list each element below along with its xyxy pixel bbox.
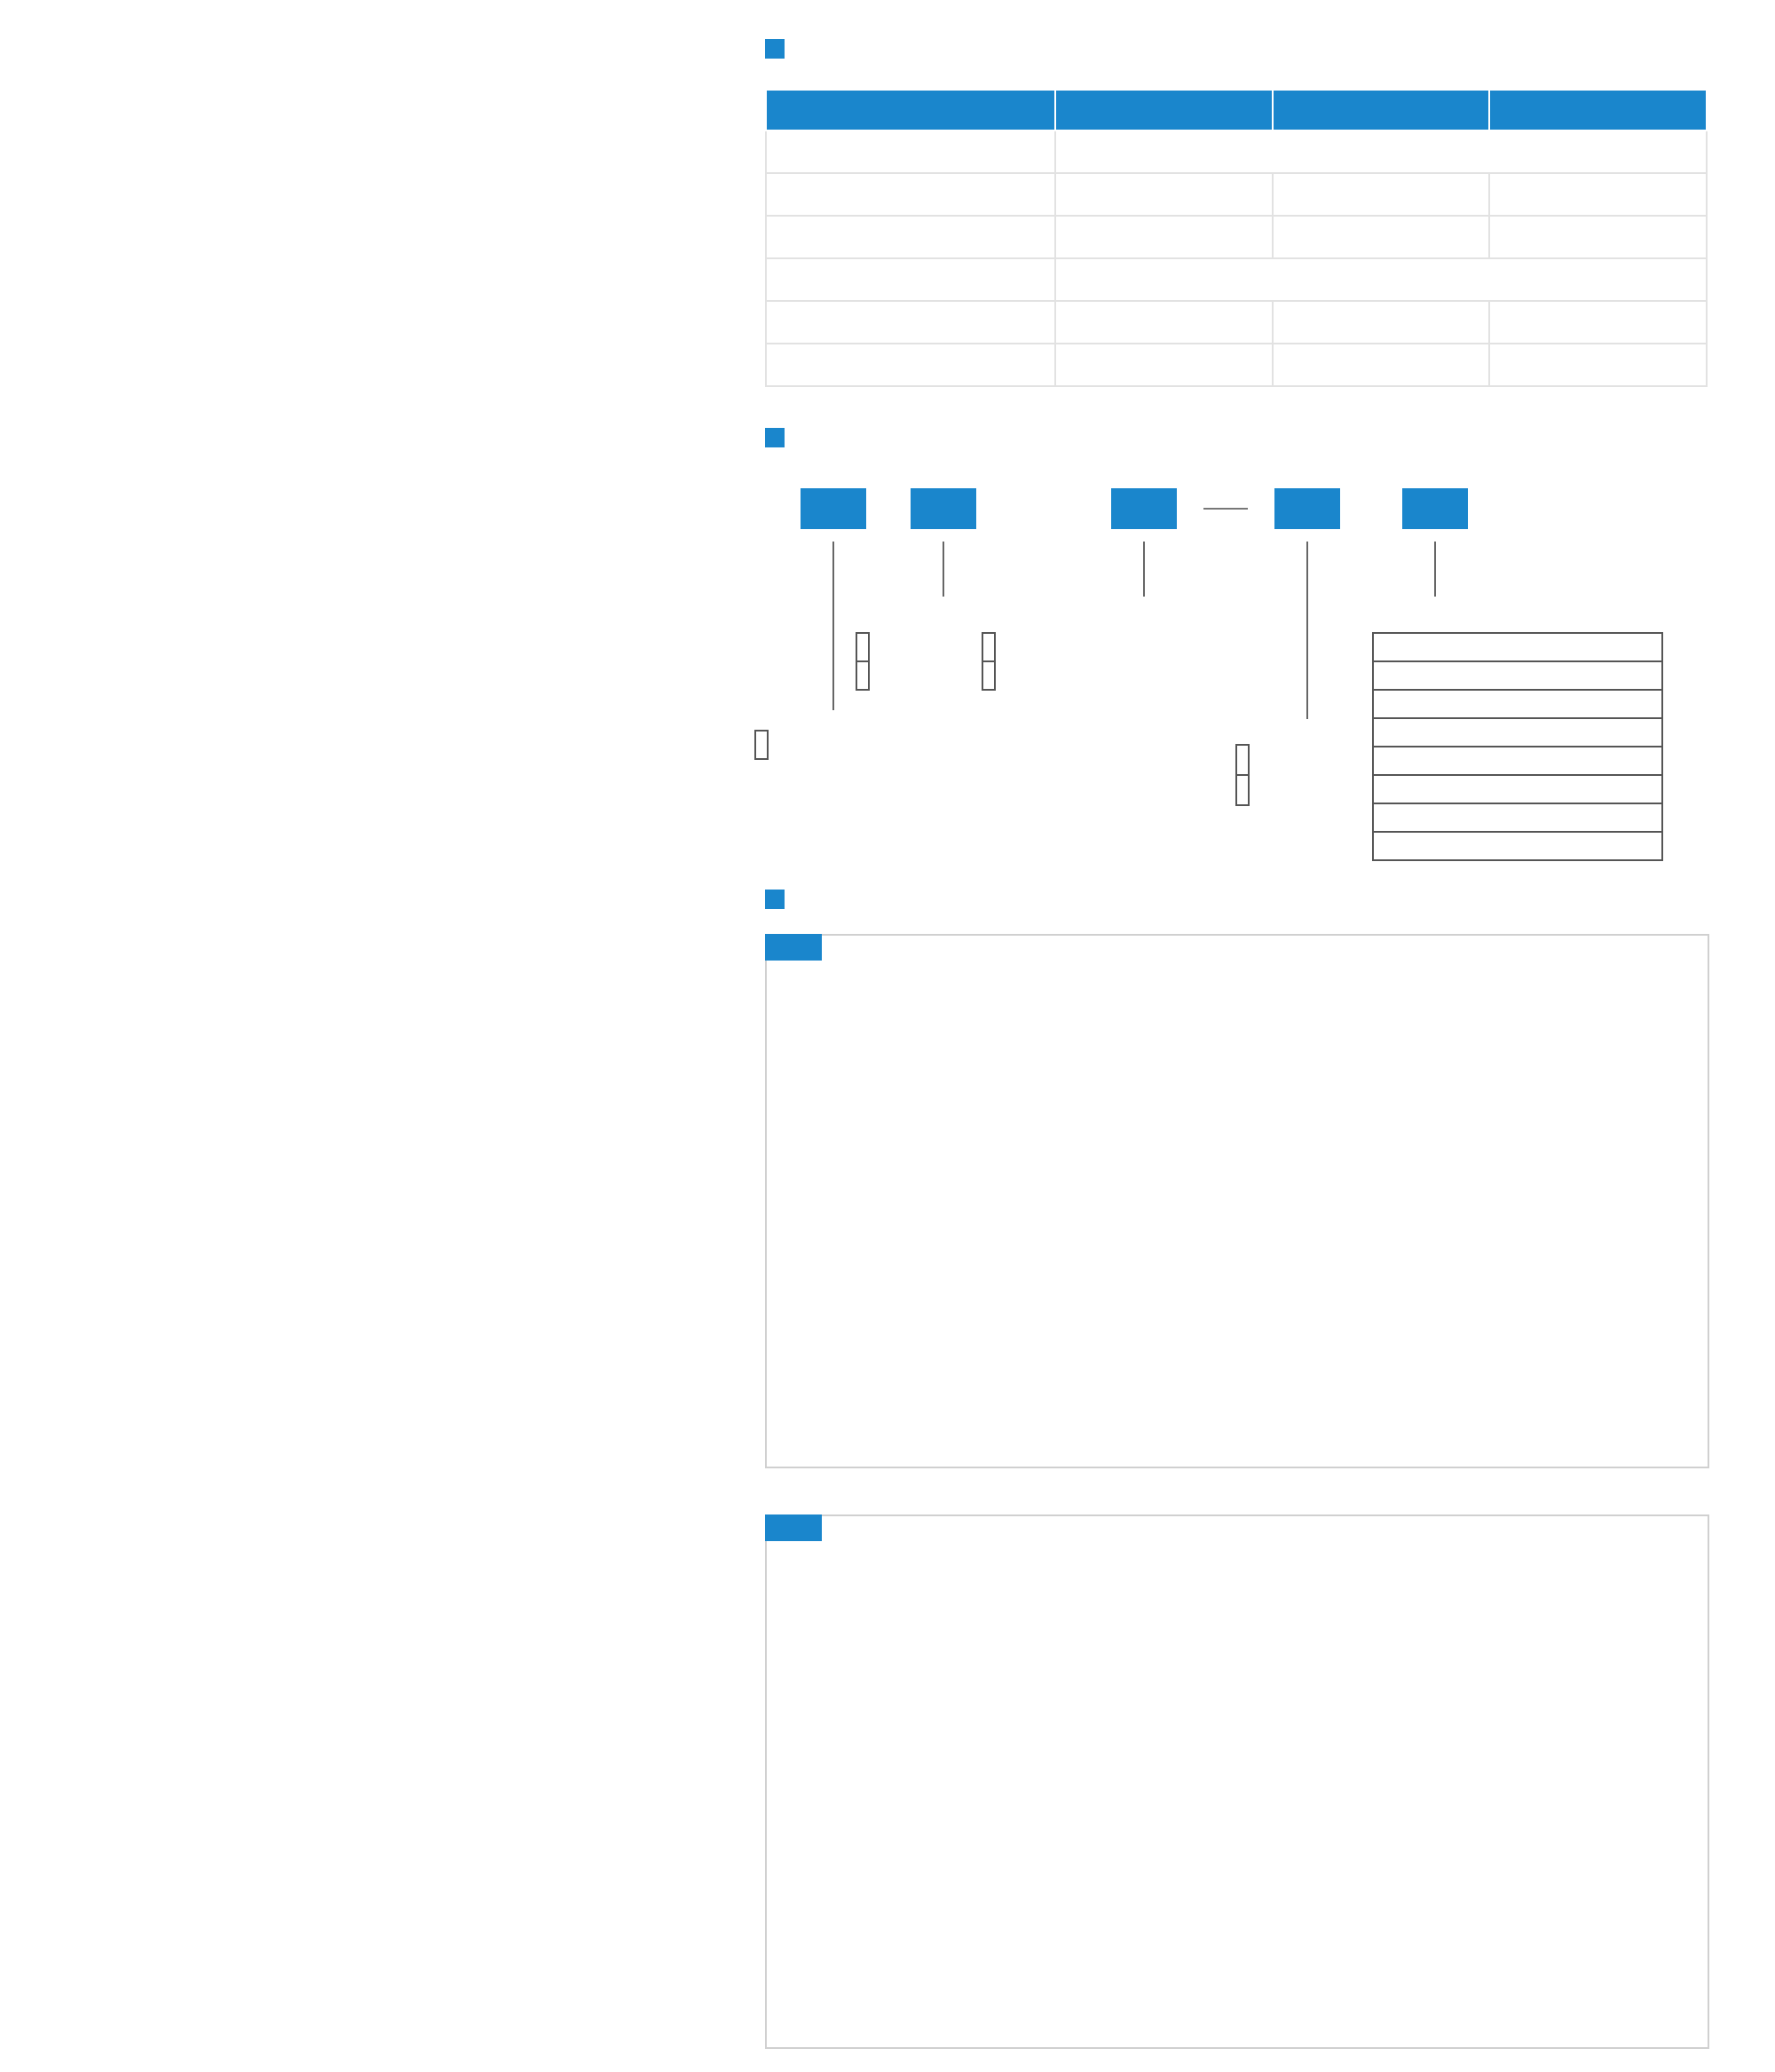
code-position bbox=[1111, 488, 1177, 529]
table-header-row bbox=[766, 90, 1707, 130]
series-option bbox=[857, 662, 868, 689]
header-msv98322 bbox=[1489, 90, 1707, 130]
button-option bbox=[1374, 776, 1661, 804]
code-port bbox=[1274, 488, 1340, 529]
connector-line bbox=[1143, 542, 1145, 597]
button-option bbox=[1374, 691, 1661, 719]
port-option bbox=[1237, 746, 1248, 776]
header-model bbox=[766, 90, 1055, 130]
button-option bbox=[1374, 662, 1661, 691]
table-row bbox=[766, 258, 1707, 301]
row-label bbox=[766, 173, 1055, 216]
specification-code-options bbox=[754, 730, 769, 760]
series-option bbox=[857, 634, 868, 662]
drawing-tag bbox=[765, 1514, 822, 1541]
technical-drawing bbox=[767, 1516, 1708, 2047]
button-option bbox=[1374, 719, 1661, 747]
position-options bbox=[982, 632, 996, 691]
code-series bbox=[911, 488, 976, 529]
specification-table bbox=[765, 89, 1708, 387]
code-spec bbox=[801, 488, 866, 529]
row-label bbox=[766, 130, 1055, 173]
code-button bbox=[1402, 488, 1468, 529]
row-label bbox=[766, 344, 1055, 386]
cell-value bbox=[1273, 344, 1490, 386]
cell-value bbox=[1055, 301, 1273, 344]
button-option bbox=[1374, 804, 1661, 833]
connector-line bbox=[1434, 542, 1436, 597]
cell-value bbox=[1273, 216, 1490, 258]
technical-drawing bbox=[767, 936, 1708, 1467]
header-msv86522 bbox=[1273, 90, 1490, 130]
dimension-drawing-msv98322 bbox=[765, 1514, 1709, 2049]
button-option bbox=[1374, 634, 1661, 662]
table-row bbox=[766, 173, 1707, 216]
cell-value bbox=[1273, 301, 1490, 344]
cell-value bbox=[1055, 216, 1273, 258]
table-row bbox=[766, 216, 1707, 258]
connector-line bbox=[1306, 542, 1308, 719]
cell-value bbox=[1055, 258, 1707, 301]
row-label bbox=[766, 216, 1055, 258]
button-option bbox=[1374, 747, 1661, 776]
section-marker-icon bbox=[765, 428, 785, 447]
button-form-options bbox=[1372, 632, 1663, 861]
table-row bbox=[766, 344, 1707, 386]
position-option bbox=[983, 634, 994, 662]
cell-value bbox=[1273, 173, 1490, 216]
cell-value bbox=[1489, 216, 1707, 258]
cell-value bbox=[1055, 344, 1273, 386]
cell-value bbox=[1489, 301, 1707, 344]
connector-line bbox=[832, 542, 834, 710]
position-option bbox=[983, 662, 994, 689]
code-dash bbox=[1203, 508, 1248, 510]
row-label bbox=[766, 301, 1055, 344]
section-marker-icon bbox=[765, 39, 785, 59]
button-option bbox=[1374, 833, 1661, 859]
header-msv86321 bbox=[1055, 90, 1273, 130]
cell-value bbox=[1055, 130, 1707, 173]
drawing-tag bbox=[765, 934, 822, 961]
series-code-options bbox=[856, 632, 870, 691]
connector-line bbox=[943, 542, 944, 597]
cell-value bbox=[1489, 173, 1707, 216]
ordering-code-title bbox=[765, 428, 797, 447]
cell-value bbox=[1489, 344, 1707, 386]
row-label bbox=[766, 258, 1055, 301]
dimension-drawing-msv86522 bbox=[765, 934, 1709, 1468]
port-size-options bbox=[1235, 744, 1250, 806]
overall-dimension-title bbox=[765, 890, 797, 909]
table-row bbox=[766, 301, 1707, 344]
spec-option bbox=[756, 732, 767, 758]
table-row bbox=[766, 130, 1707, 173]
section-marker-icon bbox=[765, 890, 785, 909]
specification-title bbox=[765, 39, 797, 59]
port-option bbox=[1237, 776, 1248, 804]
cell-value bbox=[1055, 173, 1273, 216]
